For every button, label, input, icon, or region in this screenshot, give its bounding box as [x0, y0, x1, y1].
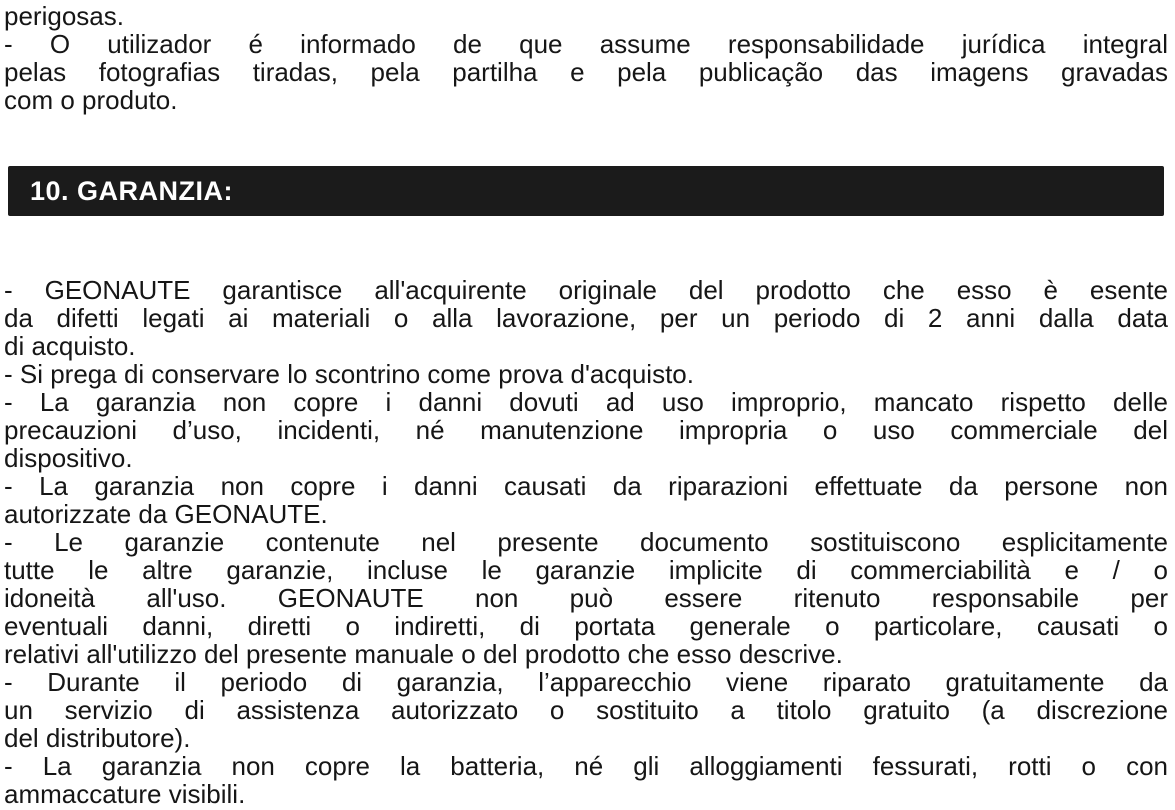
text-line: - Le garanzie contenute nel presente documento sostituiscono esplicitamente [4, 527, 1168, 557]
text-line: dispositivo. [4, 443, 133, 473]
section-header-bar [8, 166, 1164, 216]
paragraph [4, 752, 1168, 808]
text-line: com o produto. [4, 85, 178, 115]
text-line: eventuali danni, diretti o indiretti, di portata generale o particolare, causati o [4, 611, 1168, 641]
text-line: - La garanzia non copre la batteria, né gli alloggiamenti fessurati, rotti o con [4, 751, 1168, 781]
text-line: - GEONAUTE garantisce all'acquirente originale del prodotto che esso è esente [4, 275, 1168, 305]
text-line: idoneità all'uso. GEONAUTE non può essere ritenuto responsabile per [4, 583, 1168, 613]
intro-paragraph [4, 30, 1168, 114]
text-line: del distributore). [4, 723, 191, 753]
paragraph [4, 528, 1168, 668]
text-line: perigosas. [4, 1, 124, 31]
intro-paragraph [4, 2, 1168, 30]
paragraph [4, 472, 1168, 528]
text-line: - Si prega di conservare lo scontrino come prova d'acquisto. [4, 359, 694, 389]
text-line: autorizzate da GEONAUTE. [4, 499, 328, 529]
paragraph [4, 668, 1168, 752]
text-line: pelas fotografias tiradas, pela partilha e pela publicação das imagens gravadas [4, 57, 1168, 87]
paragraph [4, 360, 1168, 388]
text-line: relativi all'utilizzo del presente manuale o del prodotto che esso descrive. [4, 639, 843, 669]
text-line: di acquisto. [4, 331, 136, 361]
text-line: ammaccature visibili. [4, 779, 246, 809]
text-line: un servizio di assistenza autorizzato o sostituito a titolo gratuito (a discrezione [4, 695, 1168, 725]
text-line: tutte le altre garanzie, incluse le garanzie implicite di commerciabilità e / o [4, 555, 1168, 585]
text-line: - La garanzia non copre i danni causati da riparazioni effettuate da persone non [4, 471, 1168, 501]
text-line: - O utilizador é informado de que assume responsabilidade jurídica integral [4, 29, 1168, 59]
text-line: - La garanzia non copre i danni dovuti ad uso improprio, mancato rispetto delle [4, 387, 1168, 417]
text-line: - Durante il periodo di garanzia, l’apparecchio viene riparato gratuitamente da [4, 667, 1168, 697]
paragraph [4, 276, 1168, 360]
paragraph [4, 388, 1168, 472]
text-line: da difetti legati ai materiali o alla lavorazione, per un periodo di 2 anni dalla data [4, 303, 1168, 333]
text-line: precauzioni d’uso, incidenti, né manutenzione impropria o uso commerciale del [4, 415, 1168, 445]
section-title: 10. GARANZIA: [30, 175, 234, 206]
